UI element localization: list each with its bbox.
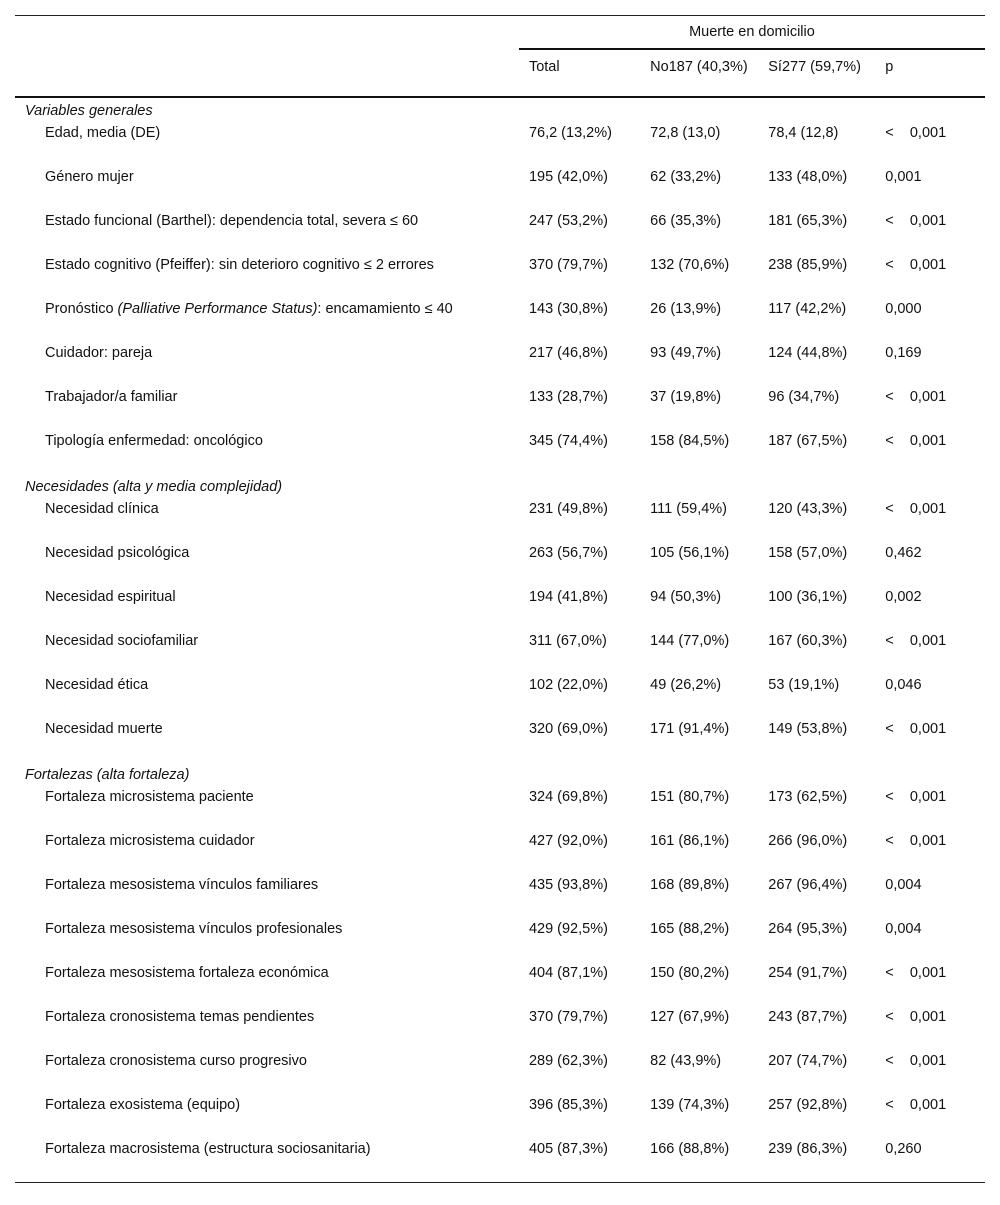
cell-si: 173 (62,5%) [768,789,848,805]
table-row [15,210,985,254]
cell-total: 324 (69,8%) [528,789,608,805]
cell-total: 427 (92,0%) [528,833,608,849]
cell-total: 345 (74,4%) [528,433,608,449]
table-row [15,1094,985,1138]
cell-total: 76,2 (13,2%) [528,125,612,141]
column-header-p: p [875,49,985,97]
cell-p-value: 0,260 [875,1138,985,1183]
row-label: Necesidad ética [45,677,149,693]
column-header-row [15,49,985,97]
row-label: Fortaleza microsistema cuidador [45,833,255,849]
cell-no: 26 (13,9%) [650,301,722,317]
cell-p-value: < 0,001 [885,789,947,805]
cell-p-value: < 0,001 [885,633,947,649]
row-label: Necesidad psicológica [45,545,190,561]
table-row [15,386,985,430]
cell-total: 435 (93,8%) [528,877,608,893]
cell-p-value: < 0,001 [885,965,947,981]
row-label: Fortaleza cronosistema curso progresivo [45,1053,307,1069]
cell-no: 82 (43,9%) [650,1053,722,1069]
cell-total: 370 (79,7%) [528,1009,608,1025]
group-header-row [15,16,985,50]
table-row [15,1006,985,1050]
cell-total: 405 (87,3%) [519,1138,640,1183]
cell-si: 120 (43,3%) [768,501,848,517]
section-header-row [15,97,985,122]
section-header-row [15,474,985,498]
row-label: Fortaleza microsistema paciente [45,789,254,805]
cell-total: 247 (53,2%) [528,213,608,229]
cell-total: 263 (56,7%) [528,545,608,561]
cell-si: 266 (96,0%) [768,833,848,849]
cell-p-value: < 0,001 [885,389,947,405]
cell-no: 168 (89,8%) [650,877,730,893]
group-header-muerte-en-domicilio: Muerte en domicilio [519,16,985,50]
cell-no: 94 (50,3%) [650,589,722,605]
section-title: Variables generales [25,103,153,119]
row-label: Estado funcional (Barthel): dependencia total, severa ≤ 60 [45,213,419,229]
cell-p-value: 0,004 [885,877,922,893]
row-label: Trabajador/a familiar [45,389,178,405]
table-row [15,718,985,762]
cell-si: 117 (42,2%) [768,301,847,317]
row-label: Fortaleza exosistema (equipo) [45,1097,241,1113]
table-row [15,342,985,386]
cell-no: 165 (88,2%) [650,921,730,937]
cell-total: 217 (46,8%) [528,345,608,361]
table-row [15,254,985,298]
row-label: Fortaleza cronosistema temas pendientes [45,1009,315,1025]
cell-p-value: 0,004 [885,921,922,937]
table-row [15,498,985,542]
cell-no: 62 (33,2%) [650,169,722,185]
empty-header-cell [15,49,519,97]
table-body [15,97,985,1183]
row-label: Necesidad clínica [45,501,159,517]
cell-no: 132 (70,6%) [650,257,730,273]
cell-total: 404 (87,1%) [528,965,608,981]
cell-no: 171 (91,4%) [650,721,730,737]
cell-si: 96 (34,7%) [768,389,840,405]
row-label: Fortaleza mesosistema vínculos profesionales [45,921,343,937]
table-row [15,786,985,830]
cell-no: 151 (80,7%) [650,789,730,805]
cell-si: 207 (74,7%) [768,1053,848,1069]
table-row [15,918,985,962]
table-row [15,586,985,630]
cell-p-value: < 0,001 [885,1009,947,1025]
cell-no: 139 (74,3%) [650,1097,730,1113]
cell-p-value: 0,002 [885,589,922,605]
results-table [15,15,985,1183]
cell-no: 166 (88,8%) [640,1138,758,1183]
cell-p-value: < 0,001 [885,501,947,517]
cell-no: 93 (49,7%) [650,345,722,361]
section-title: Necesidades (alta y media complejidad) [25,479,283,495]
column-header-no: No187 (40,3%) [640,49,758,97]
cell-total: 194 (41,8%) [528,589,608,605]
row-label [15,298,519,342]
section-header-row [15,762,985,786]
cell-p-value: 0,046 [885,677,922,693]
cell-p-value: 0,000 [885,301,922,317]
cell-total: 396 (85,3%) [528,1097,608,1113]
table-row [15,830,985,874]
cell-p-value: < 0,001 [885,125,947,141]
cell-no: 49 (26,2%) [650,677,722,693]
table-row [15,430,985,474]
cell-p-value: < 0,001 [885,213,947,229]
cell-no: 144 (77,0%) [650,633,730,649]
cell-si: 243 (87,7%) [768,1009,848,1025]
table-row [15,874,985,918]
row-label: Fortaleza macrosistema (estructura sociosanitaria) [15,1138,519,1183]
cell-no: 72,8 (13,0) [650,125,721,141]
cell-no: 111 (59,4%) [650,501,728,517]
cell-p-value: < 0,001 [885,1053,947,1069]
cell-si: 267 (96,4%) [768,877,848,893]
section-title: Fortalezas (alta fortaleza) [25,767,190,783]
table-row [15,542,985,586]
cell-total: 133 (28,7%) [528,389,608,405]
cell-no: 105 (56,1%) [650,545,730,561]
row-label: Necesidad espiritual [45,589,176,605]
cell-total: 429 (92,5%) [528,921,608,937]
row-label: Estado cognitivo (Pfeiffer): sin deterioro cognitivo ≤ 2 errores [45,257,434,273]
cell-si: 257 (92,8%) [768,1097,848,1113]
cell-si: 78,4 (12,8) [768,125,839,141]
cell-no: 150 (80,2%) [650,965,730,981]
cell-si: 100 (36,1%) [768,589,848,605]
cell-si: 167 (60,3%) [768,633,848,649]
row-label: Fortaleza mesosistema vínculos familiares [45,877,319,893]
cell-total: 370 (79,7%) [528,257,608,273]
cell-total: 102 (22,0%) [528,677,608,693]
row-label: Cuidador: pareja [45,345,153,361]
cell-p-value: < 0,001 [885,433,947,449]
cell-no: 161 (86,1%) [650,833,730,849]
cell-si: 239 (86,3%) [758,1138,875,1183]
results-table-container [15,15,985,1183]
cell-total: 311 (67,0%) [528,633,607,649]
table-row [15,630,985,674]
cell-p-value: < 0,001 [885,833,947,849]
cell-total: 289 (62,3%) [528,1053,608,1069]
table-row [15,1050,985,1094]
row-label: Fortaleza mesosistema fortaleza económica [45,965,329,981]
cell-si: 158 (57,0%) [768,545,848,561]
table-row [15,1138,985,1183]
cell-p-value: 0,001 [885,169,922,185]
cell-si: 53 (19,1%) [768,677,840,693]
cell-si: 264 (95,3%) [768,921,848,937]
cell-si: 254 (91,7%) [768,965,848,981]
cell-si: 238 (85,9%) [768,257,848,273]
table-row [15,298,985,342]
cell-si: 133 (48,0%) [768,169,848,185]
cell-total: 143 (30,8%) [528,301,608,317]
row-label: Necesidad muerte [45,721,163,737]
row-label: Necesidad sociofamiliar [45,633,199,649]
row-label-part: (Palliative Performance Status) [117,301,318,317]
cell-total: 320 (69,0%) [528,721,608,737]
cell-total: 231 (49,8%) [528,501,608,517]
cell-si: 124 (44,8%) [768,345,848,361]
column-header-total: Total [519,49,640,97]
cell-p-value: < 0,001 [885,257,947,273]
row-label-part: Pronóstico [45,301,118,317]
table-row [15,122,985,166]
cell-p-value: 0,462 [885,545,922,561]
cell-no: 158 (84,5%) [650,433,730,449]
table-row [15,166,985,210]
cell-si: 149 (53,8%) [768,721,848,737]
table-row [15,962,985,1006]
cell-total: 195 (42,0%) [528,169,608,185]
row-label: Tipología enfermedad: oncológico [45,433,263,449]
cell-si: 187 (67,5%) [768,433,848,449]
cell-p-value: < 0,001 [885,721,947,737]
table-row [15,674,985,718]
cell-p-value: < 0,001 [885,1097,947,1113]
cell-si: 181 (65,3%) [768,213,848,229]
cell-p-value: 0,169 [885,345,922,361]
row-label-part: : encamamiento ≤ 40 [317,301,453,317]
cell-no: 127 (67,9%) [650,1009,730,1025]
cell-no: 66 (35,3%) [650,213,722,229]
row-label: Edad, media (DE) [45,125,161,141]
column-header-si: Sí277 (59,7%) [758,49,875,97]
empty-header-cell [15,16,519,50]
cell-no: 37 (19,8%) [650,389,722,405]
row-label: Género mujer [45,169,134,185]
